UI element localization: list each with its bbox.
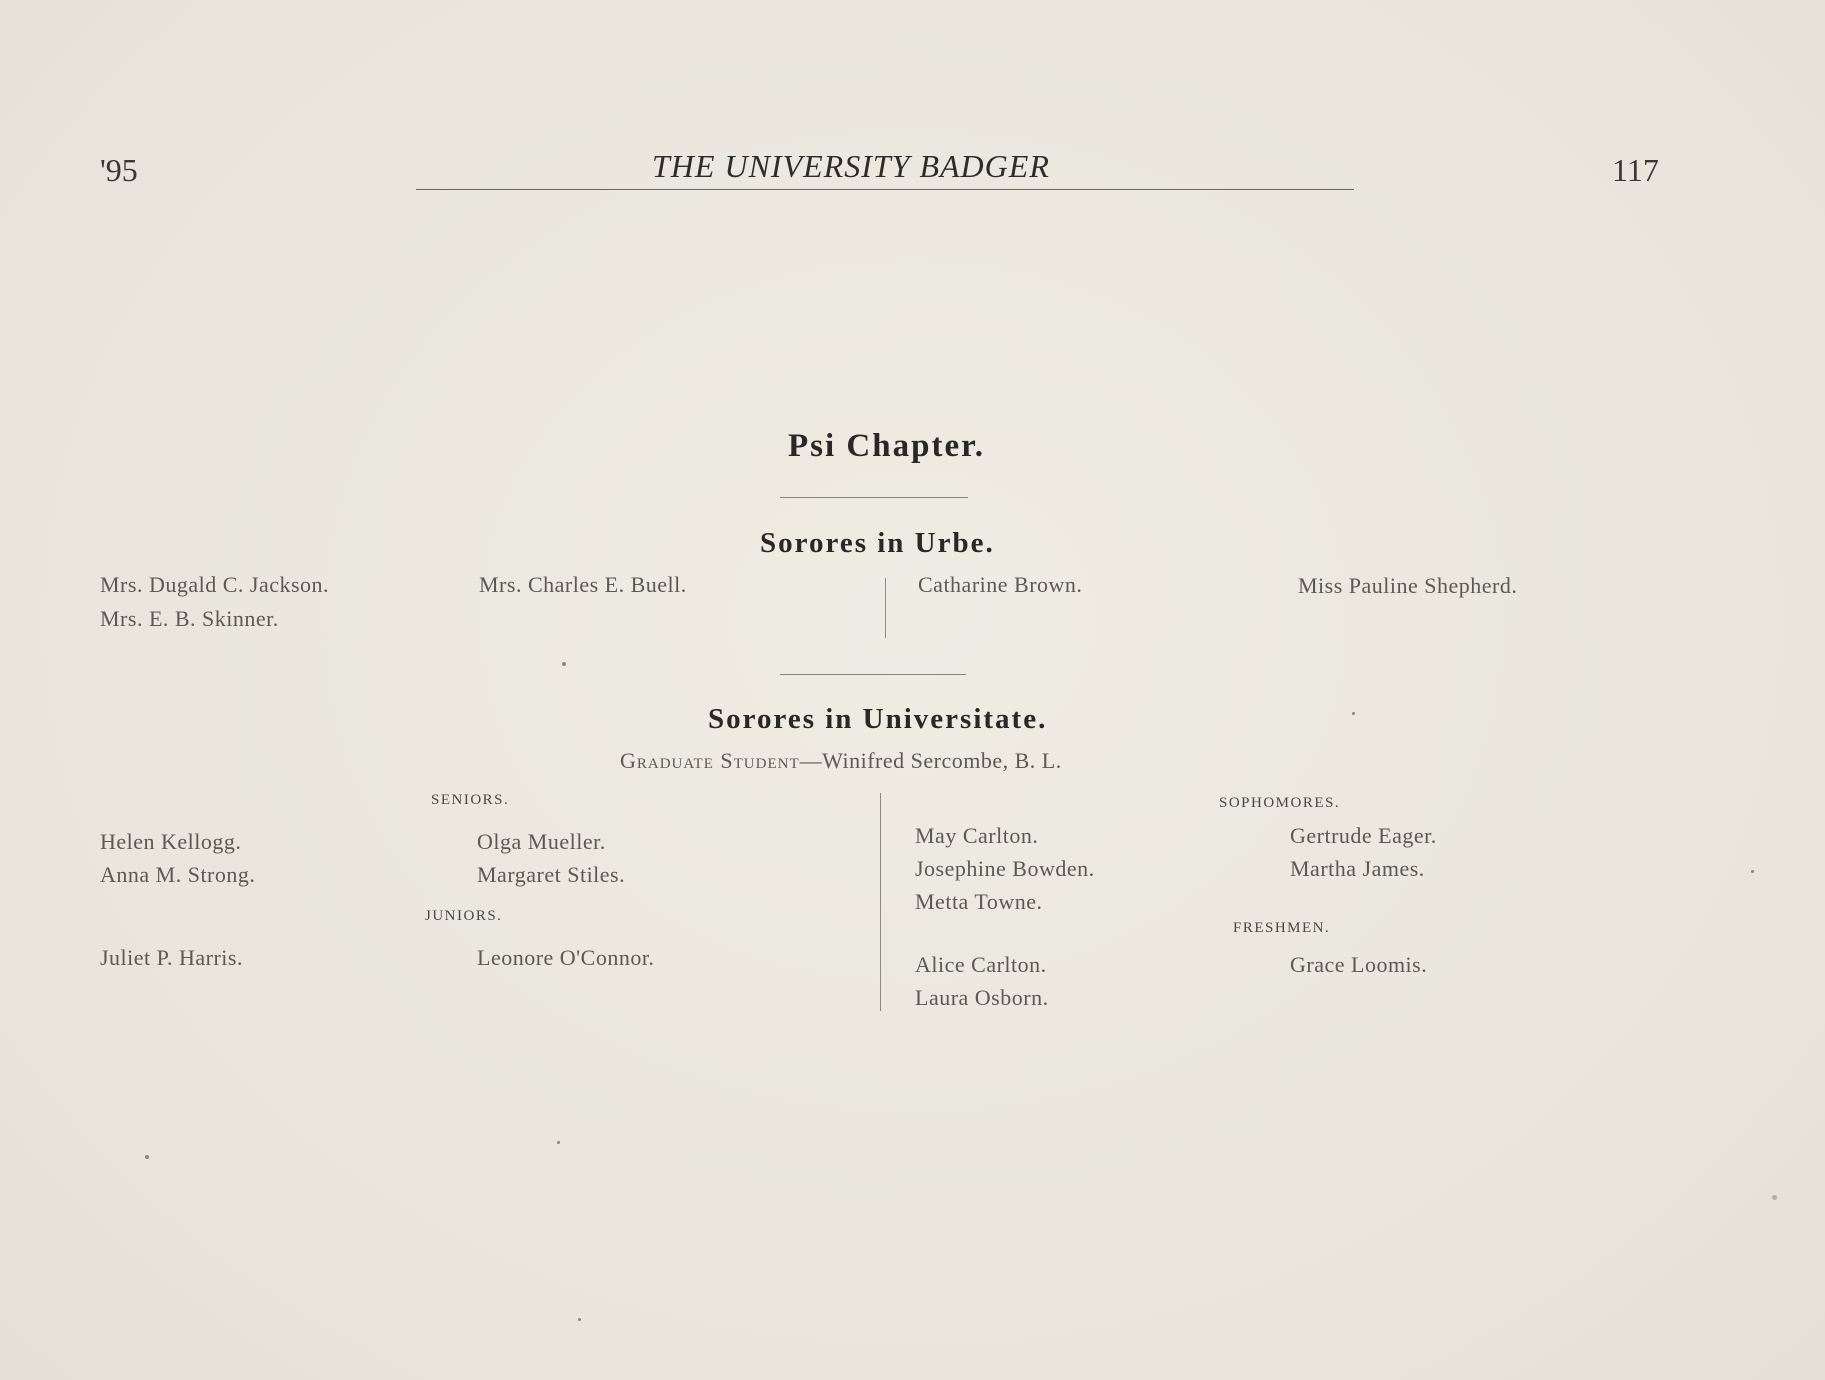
column-divider	[885, 578, 886, 638]
member-name: Grace Loomis.	[1290, 952, 1428, 977]
member-name: Alice Carlton.	[915, 952, 1047, 977]
divider	[780, 497, 968, 498]
member-name: Leonore O'Connor.	[477, 945, 655, 970]
urbe-name: Mrs. E. B. Skinner.	[100, 606, 279, 631]
running-head-rule	[416, 189, 1354, 190]
running-head-year: '95	[100, 152, 138, 188]
member-name: Gertrude Eager.	[1290, 823, 1437, 848]
member-name: Josephine Bowden.	[915, 856, 1095, 881]
divider	[780, 674, 966, 675]
urbe-name: Mrs. Dugald C. Jackson.	[100, 572, 330, 597]
section-heading-universitate: Sorores in Universitate.	[708, 703, 1048, 735]
seniors-label: SENIORS.	[431, 792, 510, 808]
urbe-name: Catharine Brown.	[918, 572, 1083, 597]
page-number: 117	[1612, 152, 1659, 188]
paper-speck	[1751, 870, 1754, 873]
sophomores-label: SOPHOMORES.	[1219, 795, 1341, 811]
paper-speck	[562, 662, 566, 666]
graduate-label: Graduate Student	[620, 748, 800, 773]
member-name: Helen Kellogg.	[100, 829, 242, 854]
running-head-title: THE UNIVERSITY BADGER	[652, 148, 1050, 184]
member-name: Anna M. Strong.	[100, 862, 256, 887]
paper-speck	[1352, 712, 1355, 715]
graduate-line	[620, 748, 1062, 774]
urbe-name: Miss Pauline Shepherd.	[1298, 573, 1518, 598]
urbe-name: Mrs. Charles E. Buell.	[479, 572, 687, 597]
member-name: Metta Towne.	[915, 889, 1043, 914]
member-name: Olga Mueller.	[477, 829, 606, 854]
juniors-label: JUNIORS.	[425, 908, 503, 924]
graduate-name: —Winifred Sercombe, B. L.	[799, 748, 1062, 773]
chapter-title: Psi Chapter.	[788, 428, 985, 464]
member-name: Juliet P. Harris.	[100, 945, 243, 970]
section-heading-urbe: Sorores in Urbe.	[760, 527, 995, 559]
paper-speck	[1772, 1195, 1777, 1200]
paper-speck	[145, 1155, 149, 1159]
member-name: May Carlton.	[915, 823, 1039, 848]
paper-speck	[557, 1141, 560, 1144]
member-name: Margaret Stiles.	[477, 862, 626, 887]
member-name: Martha James.	[1290, 856, 1425, 881]
column-divider	[880, 793, 881, 1011]
member-name: Laura Osborn.	[915, 985, 1049, 1010]
freshmen-label: FRESHMEN.	[1233, 920, 1331, 936]
paper-speck	[578, 1318, 581, 1321]
